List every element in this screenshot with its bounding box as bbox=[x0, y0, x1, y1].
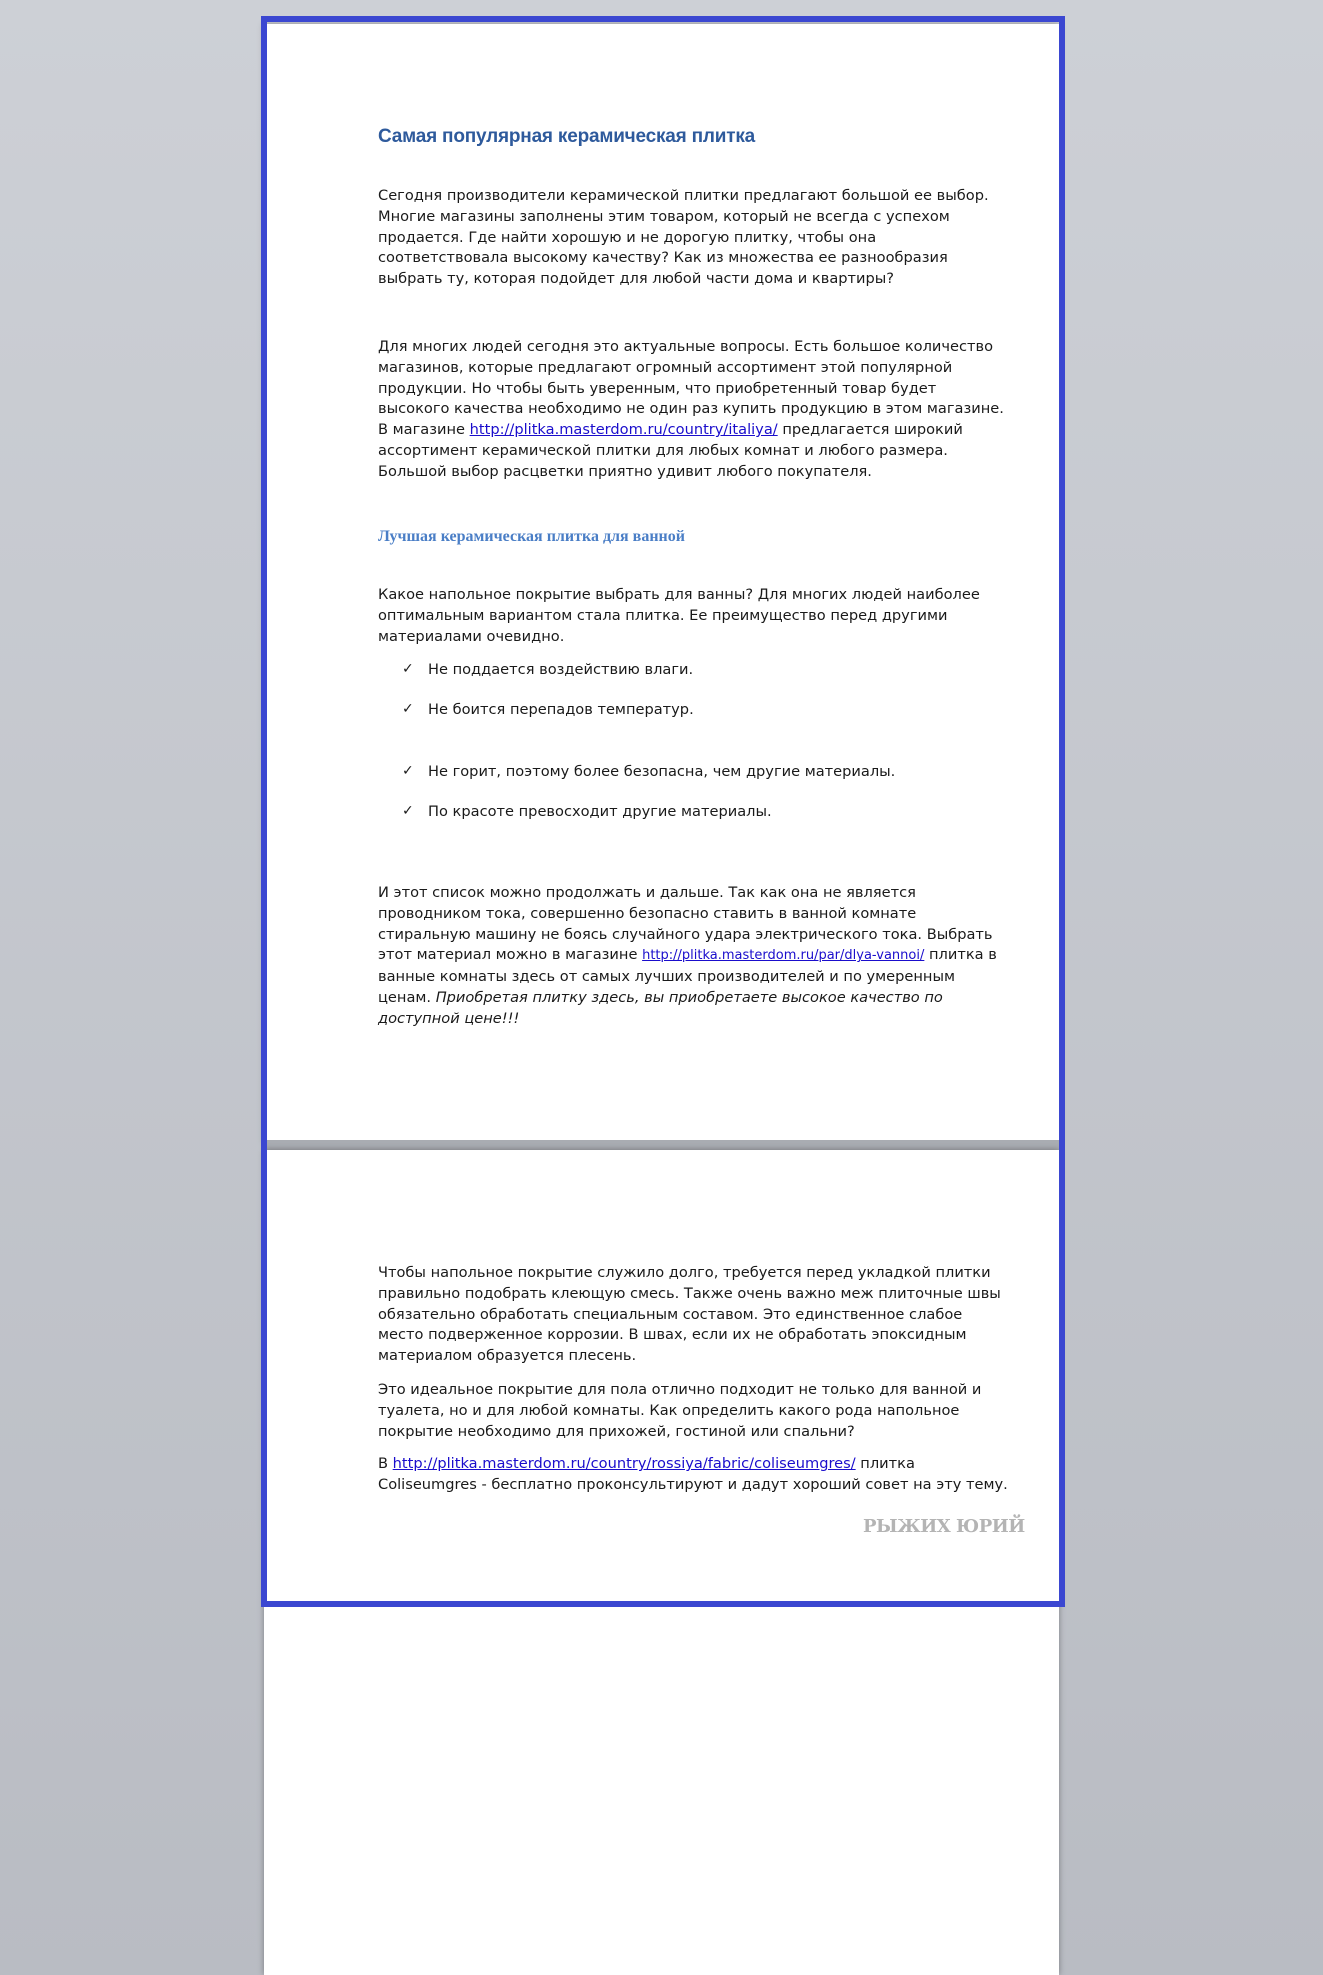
paragraph-stores bbox=[378, 337, 1008, 483]
paragraph-bathroom bbox=[378, 585, 1008, 647]
paragraph-text: Какое напольное покрытие выбрать для ванны? Для многих людей наиболее оптимальным вариантом стала плитка. Ее преимущество перед другими материалами очевидно. bbox=[378, 586, 980, 645]
paragraph-text: Сегодня производители керамической плитки предлагают большой ее выбор. Многие магазины заполнены этим товаром, который не всегда с успехом продается. Где найти хорошую и не дорогую плитку, чтобы она соответствовала высокому качеству? Как из множества ее разнообразия выбрать ту, которая подойдет для любой части дома и квартиры? bbox=[378, 187, 989, 288]
page-title: Самая популярная керамическая плитка bbox=[378, 126, 756, 147]
paragraph-text: Это идеальное покрытие для пола отлично подходит не только для ванной и туалета, но и для любой комнаты. Как определить какого рода напольное покрытие необходимо для прихожей, гостиной или спальни? bbox=[378, 1381, 982, 1440]
checklist-text: Не боится перепадов температур. bbox=[428, 701, 694, 718]
text-span: И этот список можно продолжать и дальше. Так как она не является проводником тока, совершенно безопасно ставить в ванной комнате стиральную машину не боясь случайного удара электрического тока. Выбрать этот материал можно в магазине bbox=[378, 884, 993, 964]
section-subtitle: Лучшая керамическая плитка для ванной bbox=[378, 528, 685, 545]
text-span: предлагается широкий ассортимент керамической плитки для любых комнат и любого размера. Большой выбор расцветки приятно удивит любого покупателя. bbox=[378, 421, 963, 480]
author-signature: РЫЖИХ ЮРИЙ bbox=[863, 1516, 1025, 1537]
document-page-2 bbox=[264, 1150, 1059, 1975]
paragraph-consult bbox=[378, 1454, 1008, 1496]
checklist-text: Не горит, поэтому более безопасна, чем другие материалы. bbox=[428, 763, 896, 780]
check-icon: ✓ bbox=[402, 701, 414, 717]
check-icon: ✓ bbox=[402, 763, 414, 779]
checklist-text: По красоте превосходит другие материалы. bbox=[428, 803, 772, 820]
paragraph-text bbox=[378, 1454, 1008, 1496]
paragraph-installation bbox=[378, 1263, 1008, 1367]
italic-text: Приобретая плитку здесь, вы приобретаете высокое качество по доступной цене!!! bbox=[378, 988, 943, 1027]
text-span: плитка Coliseumgres - бесплатно проконсультируют и дадут хороший совет на эту тему. bbox=[378, 1455, 1008, 1493]
paragraph-ideal bbox=[378, 1380, 1008, 1442]
document-page-1 bbox=[264, 24, 1059, 1144]
text-span: плитка в ванные комнаты здесь от самых лучших производителей и по умеренным ценам. bbox=[378, 946, 997, 1006]
check-icon: ✓ bbox=[402, 803, 414, 819]
text-span: В bbox=[378, 1455, 393, 1472]
paragraph-conclusion bbox=[378, 883, 1008, 1030]
text-span: Для многих людей сегодня это актуальные вопросы. Есть большое количество магазинов, которые предлагают огромный ассортимент этой популярной продукции. Но чтобы быть уверенным, что приобретенный товар будет высокого качества необходимо не один раз купить продукцию в этом магазине. В магазине bbox=[378, 338, 1004, 439]
dlya-vannoi-link[interactable]: http://plitka.masterdom.ru/par/dlya-vannoi/ bbox=[642, 948, 925, 964]
italiya-link[interactable]: http://plitka.masterdom.ru/country/italiya/ bbox=[469, 421, 778, 439]
coliseumgres-link[interactable]: http://plitka.masterdom.ru/country/rossiya/fabric/coliseumgres/ bbox=[392, 1455, 856, 1472]
paragraph-text bbox=[378, 883, 1008, 1030]
check-icon: ✓ bbox=[402, 661, 414, 677]
paragraph-text bbox=[378, 337, 1008, 483]
paragraph-text: Чтобы напольное покрытие служило долго, требуется перед укладкой плитки правильно подобрать клеющую смесь. Также очень важно меж плиточные швы обязательно обработать специальным составом. Это единственное слабое место подверженное коррозии. В швах, если их не обработать эпоксидным материалом образуется плесень. bbox=[378, 1264, 1001, 1365]
paragraph-intro bbox=[378, 186, 1008, 290]
checklist-text: Не поддается воздействию влаги. bbox=[428, 661, 694, 678]
